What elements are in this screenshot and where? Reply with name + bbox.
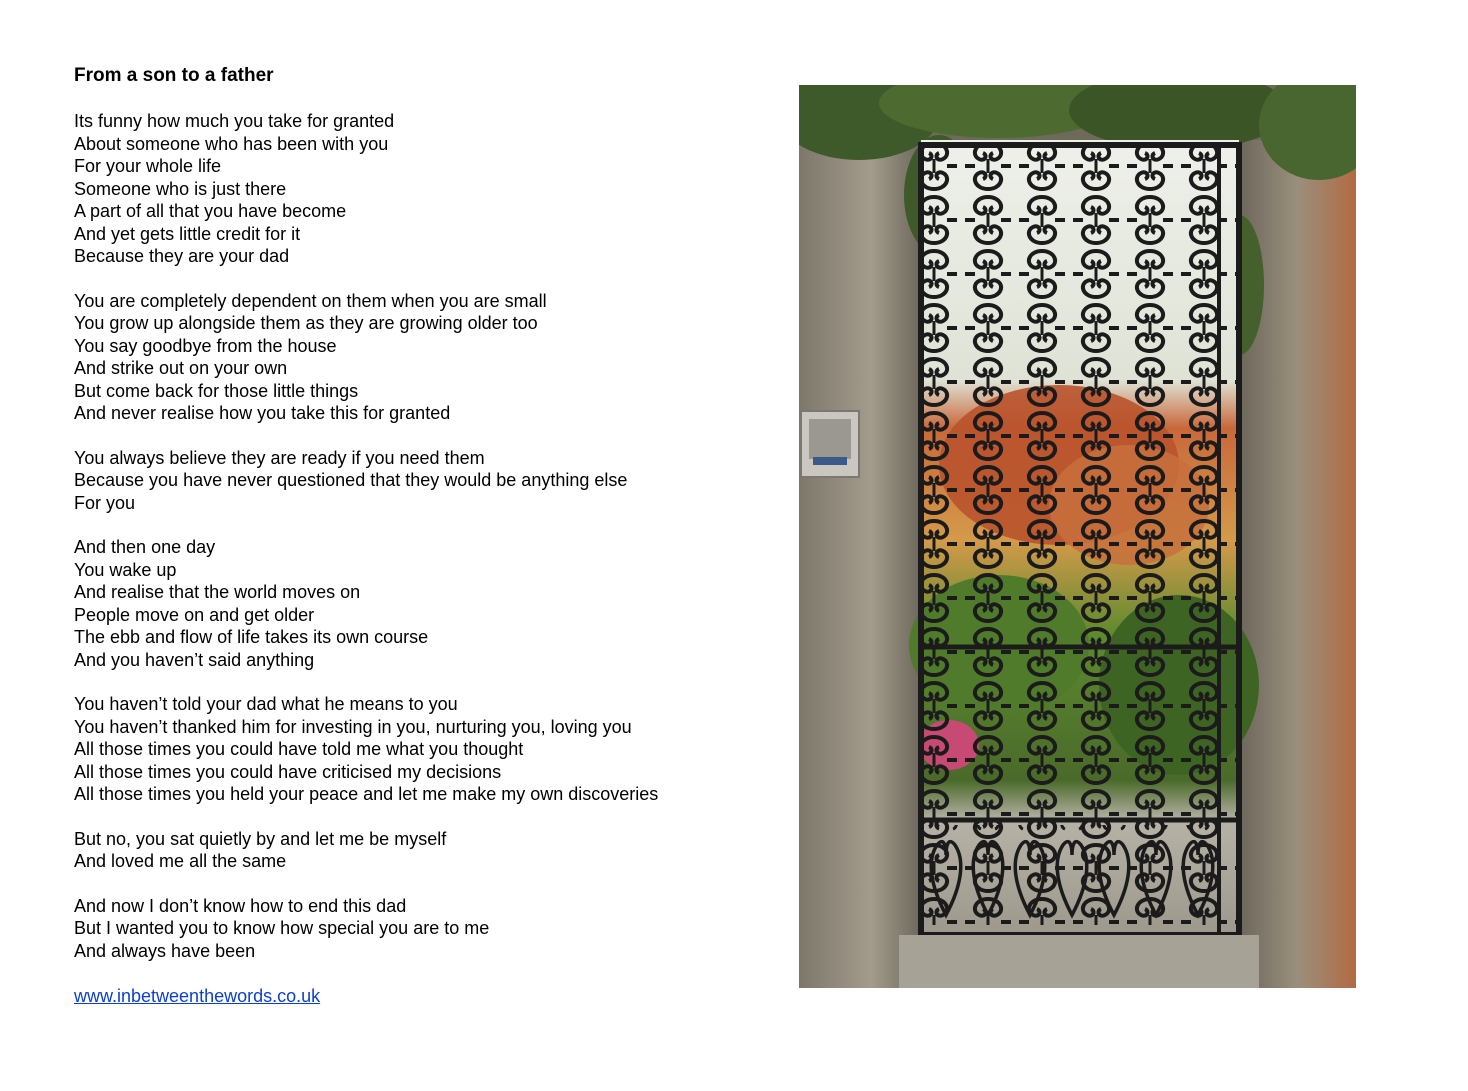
poem-line: You always believe they are ready if you need them xyxy=(74,447,485,468)
poem-line: The ebb and flow of life takes its own course xyxy=(74,627,429,647)
stanza xyxy=(74,828,774,873)
poem-line: And always have been xyxy=(74,940,256,961)
poem-line: Because they are your dad xyxy=(74,246,290,266)
poem-line: About someone who has been with you xyxy=(74,133,389,154)
stanza xyxy=(74,536,774,671)
poem-line: You say goodbye from the house xyxy=(74,335,337,356)
stanza xyxy=(74,693,774,806)
poem-line: You haven’t thanked him for investing in you, nurturing you, loving you xyxy=(74,716,632,737)
garden-gate-photo xyxy=(799,85,1356,988)
poem-line: All those times you held your peace and let me make my own discoveries xyxy=(74,784,659,804)
poem-line: Someone who is just there xyxy=(74,178,287,199)
stanza xyxy=(74,290,774,425)
poem-line: But no, you sat quietly by and let me be myself xyxy=(74,828,447,849)
poem-line: And you haven’t said anything xyxy=(74,649,315,670)
right-pillar xyxy=(1239,85,1356,988)
poem-line: All those times you could have told me what you thought xyxy=(74,739,524,759)
poem-line: People move on and get older xyxy=(74,604,315,625)
poem xyxy=(74,64,774,1007)
poem-line: You haven’t told your dad what he means to you xyxy=(74,694,458,714)
poem-title: From a son to a father xyxy=(74,65,274,86)
poem-line: And realise that the world moves on xyxy=(74,582,361,602)
poem-line: You are completely dependent on them when you are small xyxy=(74,290,547,311)
poem-line: A part of all that you have become xyxy=(74,201,347,221)
doorstep xyxy=(899,935,1259,988)
poem-line: And strike out on your own xyxy=(74,358,288,378)
website-link[interactable]: www.inbetweenthewords.co.uk xyxy=(74,986,321,1006)
poem-line: For you xyxy=(74,492,136,513)
poem-line: And loved me all the same xyxy=(74,851,287,871)
poem-line: For your whole life xyxy=(74,156,222,176)
stanza xyxy=(74,895,774,963)
poem-line: And yet gets little credit for it xyxy=(74,223,301,244)
poem-body xyxy=(74,110,774,962)
poem-line: You grow up alongside them as they are growing older too xyxy=(74,313,538,333)
poem-line: And then one day xyxy=(74,537,216,557)
poem-line: All those times you could have criticised my decisions xyxy=(74,761,502,782)
iron-gate xyxy=(921,145,1239,935)
poem-line: You wake up xyxy=(74,559,177,580)
poem-line: But I wanted you to know how special you are to me xyxy=(74,918,490,938)
stanza xyxy=(74,110,774,268)
poem-line: And now I don’t know how to end this dad xyxy=(74,895,407,916)
poem-line: And never realise how you take this for granted xyxy=(74,403,451,423)
stanza xyxy=(74,447,774,515)
left-pillar xyxy=(799,85,919,988)
poem-line: Its funny how much you take for granted xyxy=(74,111,395,131)
gate-illustration xyxy=(799,85,1356,988)
poem-line: But come back for those little things xyxy=(74,380,359,401)
poem-line: Because you have never questioned that they would be anything else xyxy=(74,470,628,490)
intercom-panel xyxy=(801,411,859,477)
